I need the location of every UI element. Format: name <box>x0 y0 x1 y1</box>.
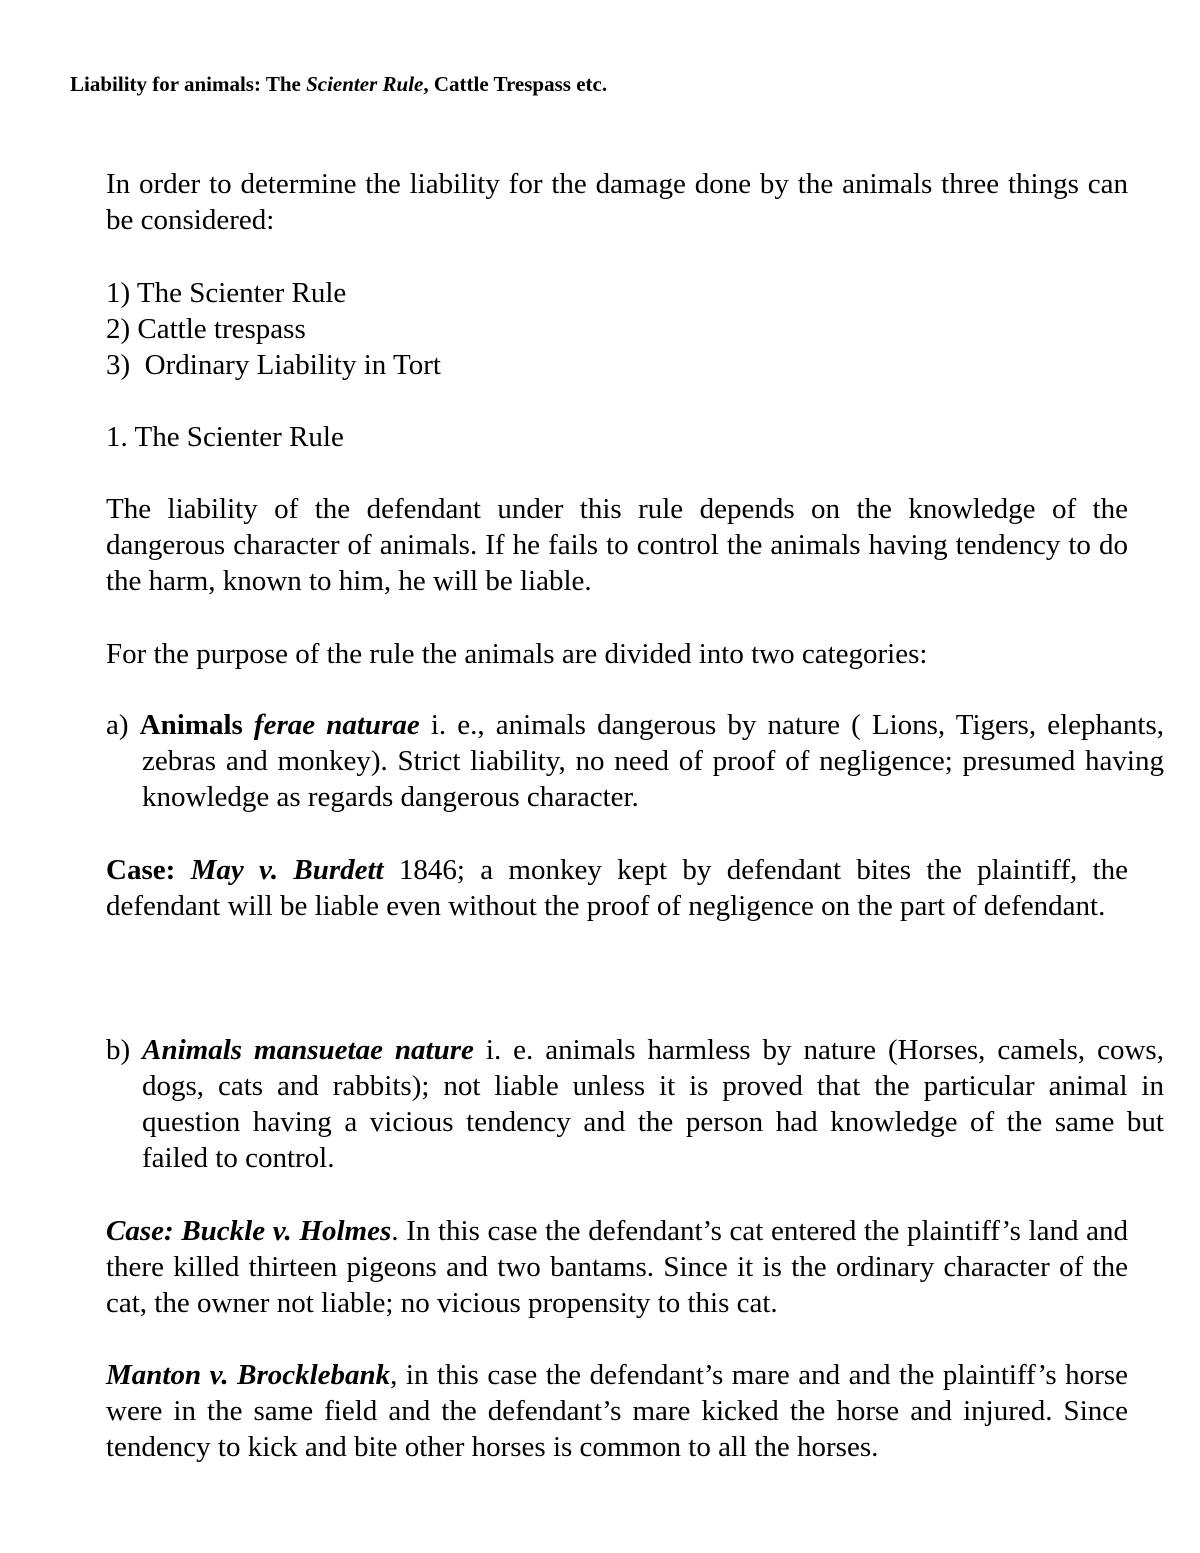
category-b-latin-term: Animals mansuetae nature <box>142 1034 474 1066</box>
case-name: Manton v. Brocklebank <box>106 1359 391 1391</box>
list-item-1: 1) The Scienter Rule <box>106 277 347 309</box>
category-a-text: i. e., animals dangerous by nature ( Lions, Tigers, elephants, zebras and monkey). Strict liability, no need of proof of negligence; presumed having knowledge as regards dangerous character. <box>142 709 1164 813</box>
case-text: , in this case the defendant’s mare and and the plaintiff’s horse were in the same field and the defendant’s mare kicked the horse and injured. Since tendency to kick and bite other horses is common to all the horses. <box>106 1359 1128 1463</box>
list-item-2: 2) Cattle trespass <box>106 313 306 345</box>
case-name: May v. Burdett <box>190 854 384 886</box>
category-b-item <box>106 1032 1164 1176</box>
categories-paragraph: For the purpose of the rule the animals are divided into two categories: <box>106 638 928 670</box>
category-a-label: Animals <box>139 709 254 741</box>
case-manton-paragraph <box>106 1357 1128 1465</box>
title-text-end: , Cattle Trespass etc. <box>423 72 608 96</box>
case-text: 1846; a monkey kept by defendant bites the plaintiff, the defendant will be liable even without the proof of negligence on the part of defendant. <box>106 854 1128 922</box>
document-title <box>70 72 607 97</box>
title-text: Liability for animals: The <box>70 72 307 96</box>
case-text: . In this case the defendant’s cat entered the plaintiff’s land and there killed thirteen pigeons and two bantams. Since it is the ordinary character of the cat, the owner not liable; no vicious propensity to this cat. <box>106 1215 1128 1319</box>
case-name: Case: Buckle v. Holmes <box>106 1215 392 1247</box>
case-may-paragraph <box>106 852 1128 924</box>
section-heading: 1. The Scienter Rule <box>106 421 344 453</box>
scienter-rule-paragraph: The liability of the defendant under this rule depends on the knowledge of the dangerous character of animals. If he fails to control the animals having tendency to do the harm, known to him, he will be liable. <box>106 493 1128 597</box>
list-item-3: 3) Ordinary Liability in Tort <box>106 349 441 381</box>
category-a-latin-term: ferae naturae <box>253 709 420 741</box>
case-label: Case: <box>106 854 191 886</box>
title-italic-text: Scienter Rule <box>306 72 424 96</box>
category-b-text: i. e. animals harmless by nature (Horses, camels, cows, dogs, cats and rabbits); not liable unless it is proved that the particular animal in question having a vicious tendency and the person had knowledge of the same but failed to control. <box>142 1034 1164 1174</box>
category-a-marker: a) <box>106 709 140 741</box>
category-a-item <box>106 707 1164 815</box>
intro-paragraph: In order to determine the liability for the damage done by the animals three things can be considered: <box>106 168 1128 236</box>
category-b-marker: b) <box>106 1034 143 1066</box>
case-buckle-paragraph <box>106 1213 1128 1321</box>
